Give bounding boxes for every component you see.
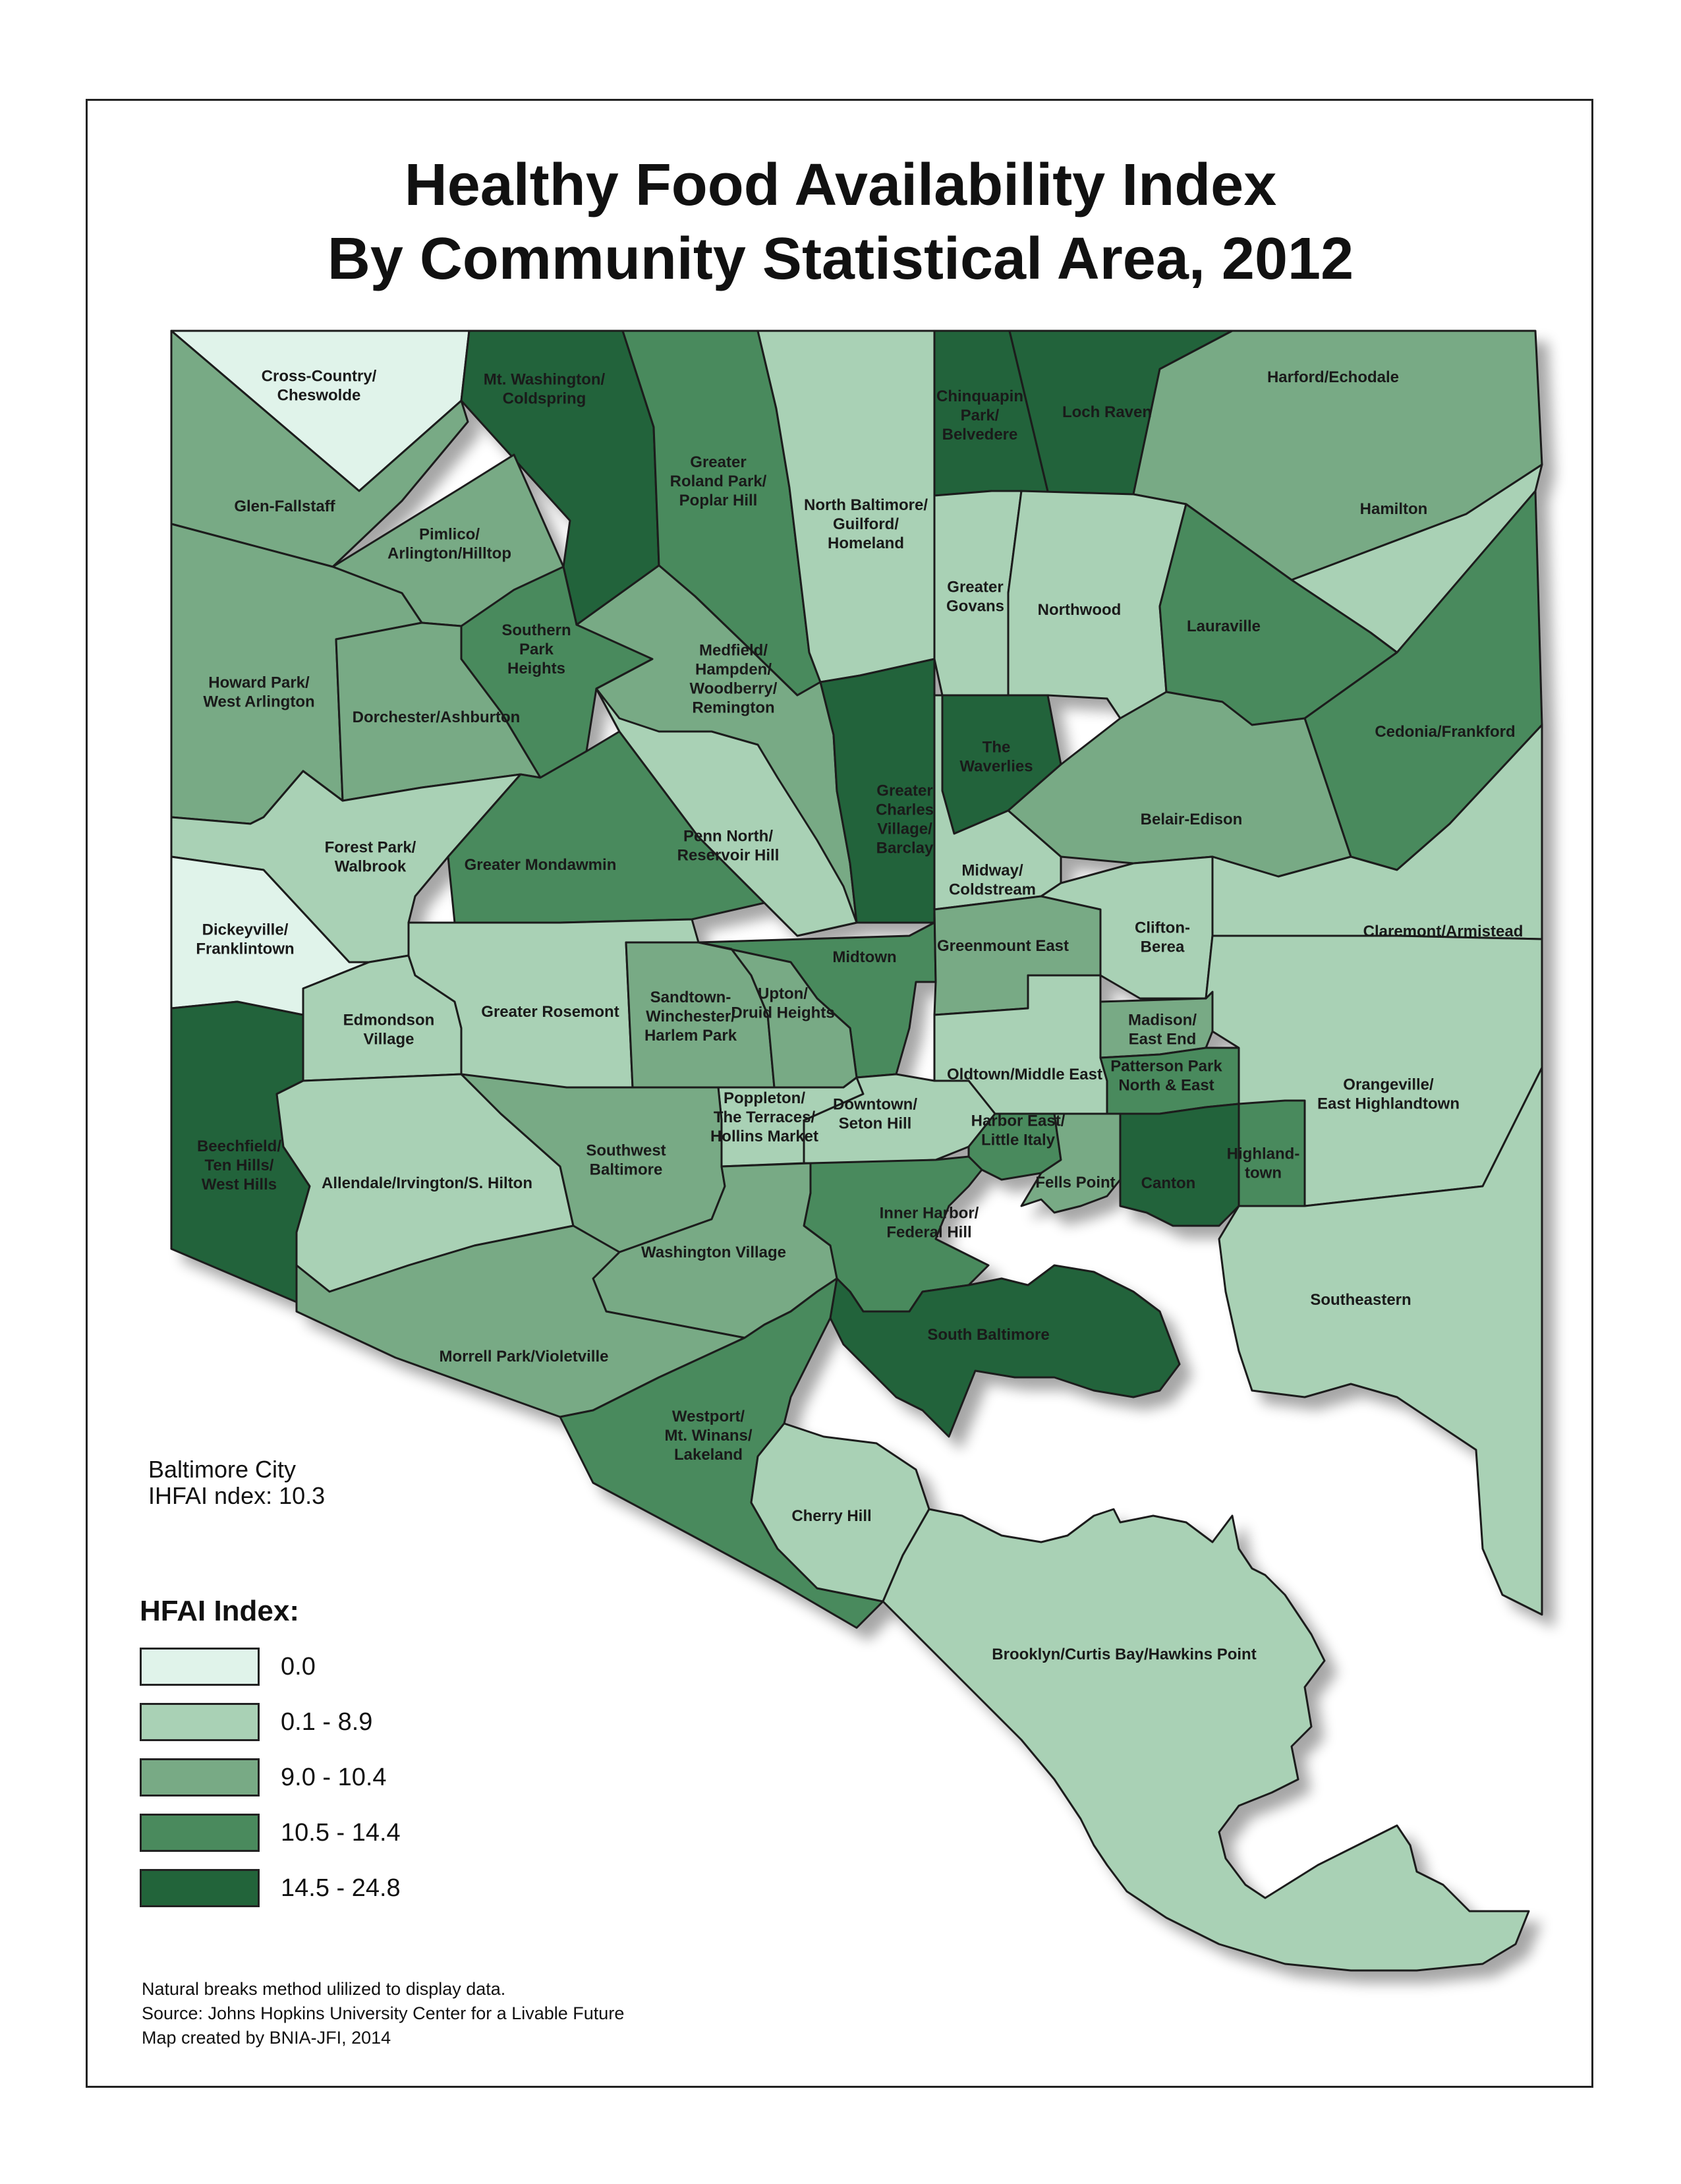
csa-label-belair-edison: Belair-Edison	[1140, 811, 1243, 828]
csa-label-pimlico: Pimlico/ Arlington/Hilltop	[387, 525, 511, 563]
csa-label-sw-baltimore: Southwest Baltimore	[586, 1141, 666, 1179]
legend-swatch	[140, 1814, 260, 1852]
csa-label-mondawmin: Greater Mondawmin	[464, 856, 617, 874]
csa-label-penn-north: Penn North/ Reservoir Hill	[677, 827, 780, 865]
csa-brooklyn	[883, 1509, 1529, 1970]
csa-label-madison: Madison/ East End	[1127, 1011, 1197, 1049]
csa-label-lauraville: Lauraville	[1186, 618, 1261, 635]
note-source: Source: Johns Hopkins University Center for a Livable Future	[142, 2003, 625, 2023]
city-index: IHFAI ndex: 10.3	[148, 1482, 326, 1509]
csa-label-govans: Greater Govans	[946, 578, 1005, 616]
csa-label-dickeyville: Dickeyville/ Franklintown	[196, 921, 295, 958]
csa-label-southeastern: Southeastern	[1310, 1291, 1411, 1309]
legend-swatch	[140, 1648, 260, 1686]
note-method: Natural breaks method ulilized to display data.	[142, 1979, 506, 1999]
csa-label-allendale: Allendale/Irvington/S. Hilton	[321, 1174, 533, 1192]
csa-label-claremont: Claremont/Armistead	[1363, 923, 1524, 940]
legend-row	[140, 1703, 401, 1741]
csa-label-glen-fallstaff: Glen-Fallstaff	[234, 498, 335, 515]
csa-label-poppleton: Poppleton/ The Terraces/ Hollins Market	[710, 1089, 819, 1145]
csa-label-patterson: Patterson Park North & East	[1110, 1057, 1222, 1095]
csa-label-upton: Upton/ Druid Heights	[731, 985, 835, 1022]
legend-label: 14.5 - 24.8	[281, 1874, 401, 1902]
csa-label-highlandtown: Highland-town	[1226, 1145, 1300, 1182]
csa-label-southern-park: Southern Park Heights	[501, 621, 571, 677]
legend-label: 0.1 - 8.9	[281, 1708, 373, 1736]
csa-label-chinquapin: Chinquapin Park/ Belvedere	[936, 388, 1023, 444]
csa-label-dorchester: Dorchester/Ashburton	[352, 708, 521, 726]
city-summary	[148, 1456, 325, 1509]
csa-label-roland-park: Greater Roland Park/ Poplar Hill	[670, 453, 767, 509]
csa-label-orangeville: Orangeville/ East Highlandtown	[1317, 1076, 1460, 1113]
csa-belair-edison	[1008, 692, 1351, 876]
csa-label-cross-country: Cross-Country/ Cheswolde	[261, 367, 377, 405]
csa-label-northwood: Northwood	[1037, 601, 1122, 619]
legend	[140, 1595, 401, 1924]
csa-label-edmondson: Edmondson Village	[343, 1011, 435, 1049]
csa-label-north-baltimore: North Baltimore/ Guilford/ Homeland	[803, 496, 928, 552]
map-notes	[142, 1977, 624, 2050]
legend-title: HFAI Index:	[140, 1595, 300, 1627]
csa-label-westport: Westport/ Mt. Winans/ Lakeland	[664, 1408, 753, 1464]
csa-label-rosemont: Greater Rosemont	[481, 1003, 619, 1021]
csa-label-medfield: Medfield/ Hampden/ Woodberry/ Remington	[689, 641, 778, 717]
csa-label-oldtown: Oldtown/Middle East	[946, 1066, 1103, 1083]
city-name: Baltimore City	[148, 1456, 297, 1483]
csa-label-cherry-hill: Cherry Hill	[791, 1507, 872, 1525]
csa-label-canton: Canton	[1141, 1174, 1196, 1192]
csa-label-midtown: Midtown	[832, 948, 897, 966]
csa-label-charles-village: Greater Charles Village/ Barclay	[875, 782, 934, 857]
csa-label-south-baltimore: South Baltimore	[927, 1326, 1050, 1344]
csa-label-loch-raven: Loch Raven	[1062, 403, 1153, 421]
csa-label-cedonia: Cedonia/Frankford	[1375, 723, 1516, 741]
legend-swatch	[140, 1758, 260, 1796]
csa-label-greenmount: Greenmount East	[936, 937, 1069, 955]
legend-label: 0.0	[281, 1652, 316, 1681]
legend-row	[140, 1814, 401, 1852]
note-credit: Map created by BNIA-JFI, 2014	[142, 2028, 391, 2048]
csa-label-midway: Midway/ Coldstream	[948, 861, 1037, 899]
csa-label-brooklyn: Brooklyn/Curtis Bay/Hawkins Point	[992, 1646, 1257, 1663]
title-line-1: Healthy Food Availability Index	[404, 152, 1277, 218]
csa-label-beechfield: Beechfield/ Ten Hills/ West Hills	[196, 1137, 282, 1193]
csa-label-mt-washington: Mt. Washington/ Coldspring	[483, 370, 606, 408]
csa-label-downtown: Downtown/ Seton Hill	[833, 1095, 917, 1133]
legend-swatch	[140, 1703, 260, 1741]
csa-canton	[1120, 1104, 1239, 1226]
title-line-2: By Community Statistical Area, 2012	[327, 226, 1354, 292]
csa-label-fells-point: Fells Point	[1035, 1174, 1116, 1192]
csa-label-waverlies: The Waverlies	[959, 738, 1033, 776]
csa-label-washington-village: Washington Village	[641, 1244, 787, 1261]
csa-label-howard-park: Howard Park/ West Arlington	[203, 674, 315, 711]
csa-label-inner-harbor: Inner Harbor/ Federal Hill	[879, 1204, 979, 1242]
csa-label-clifton: Clifton-Berea	[1135, 919, 1190, 956]
legend-label: 9.0 - 10.4	[281, 1763, 387, 1791]
csa-label-morrell-park: Morrell Park/Violetville	[439, 1348, 609, 1365]
legend-row	[140, 1869, 401, 1907]
csa-label-sandtown: Sandtown-Winchester/ Harlem Park	[644, 989, 737, 1045]
legend-swatch	[140, 1869, 260, 1907]
csa-label-forest-park: Forest Park/ Walbrook	[324, 838, 416, 876]
csa-label-hamilton: Hamilton	[1359, 500, 1428, 518]
legend-label: 10.5 - 14.4	[281, 1818, 401, 1847]
csa-label-harbor-east: Harbor East/ Little Italy	[971, 1112, 1066, 1149]
csa-label-harford: Harford/Echodale	[1267, 368, 1400, 386]
legend-row	[140, 1648, 401, 1686]
legend-row	[140, 1758, 401, 1796]
